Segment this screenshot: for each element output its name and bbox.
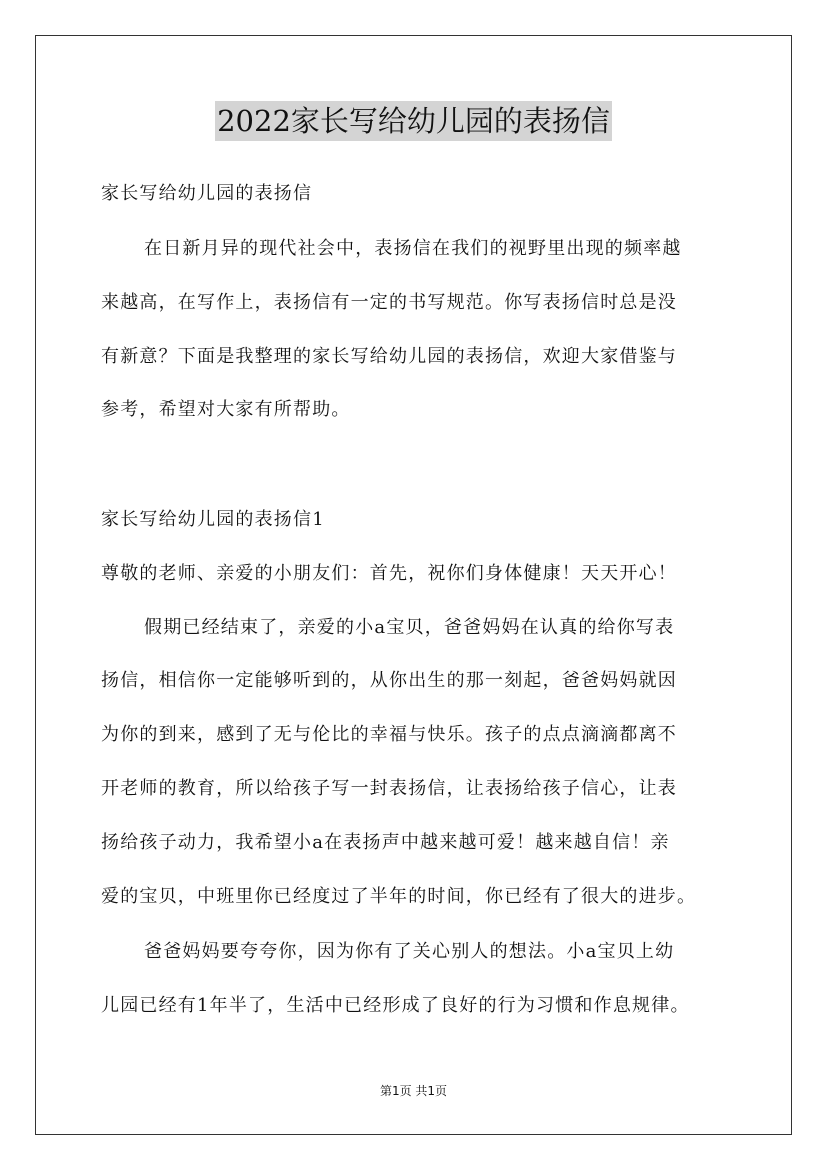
paragraph-line: 有新意？下面是我整理的家长写给幼儿园的表扬信，欢迎大家借鉴与 [101,346,677,367]
paragraph-line: 爱的宝贝，中班里你已经度过了半年的时间，你已经有了很大的进步。 [101,886,697,907]
section-heading: 家长写给幼儿园的表扬信1 [101,509,325,530]
paragraph-line: 参考，希望对大家有所帮助。 [101,399,351,420]
page-footer: 第1页 共1页 [379,1084,448,1098]
paragraph-line: 在日新月异的现代社会中，表扬信在我们的视野里出现的频率越 [144,238,682,259]
document-title: 2022家长写给幼儿园的表扬信 [215,101,612,141]
subtitle-line: 家长写给幼儿园的表扬信 [101,183,313,204]
paragraph-line: 扬信，相信你一定能够听到的，从你出生的那一刻起，爸爸妈妈就因 [101,670,677,691]
title-container [0,101,827,141]
paragraph-line: 开老师的教育，所以给孩子写一封表扬信，让表扬给孩子信心，让表 [101,778,677,799]
salutation-line: 尊敬的老师、亲爱的小朋友们：首先，祝你们身体健康！天天开心！ [101,563,677,584]
paragraph-line: 儿园已经有1年半了，生活中已经形成了良好的行为习惯和作息规律。 [101,995,690,1016]
paragraph-line: 假期已经结束了，亲爱的小a宝贝，爸爸妈妈在认真的给你写表 [144,617,675,638]
paragraph-line: 扬给孩子动力，我希望小a在表扬声中越来越可爱！越来越自信！亲 [101,832,670,853]
paragraph-line: 来越高，在写作上，表扬信有一定的书写规范。你写表扬信时总是没 [101,292,677,313]
paragraph-line: 爸爸妈妈要夸夸你，因为你有了关心别人的想法。小a宝贝上幼 [144,941,675,962]
paragraph-line: 为你的到来，感到了无与伦比的幸福与快乐。孩子的点点滴滴都离不 [101,724,677,745]
